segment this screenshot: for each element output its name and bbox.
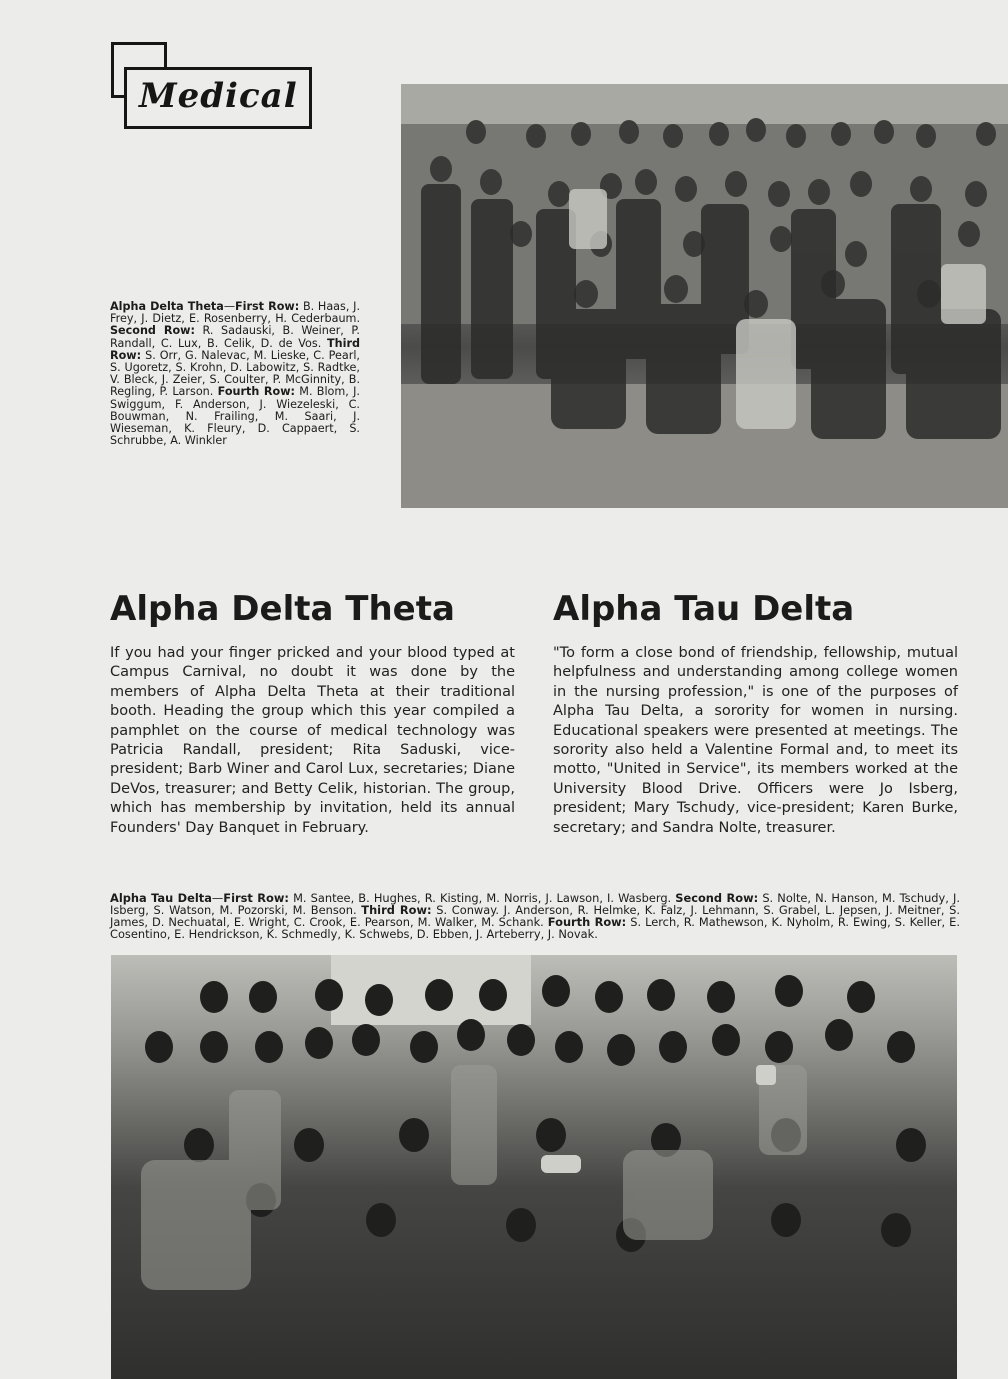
caption-row-label: Third Row: [110,336,360,362]
alpha-tau-delta-body: "To form a close bond of friendship, fellowship, mutual helpfulness and understanding among college women in the nursing profession," is one of the purposes of Alpha Tau Delta, a sorority for women in nursing. Educational speakers were presented at meetings. The sorority also held a Valentine Formal and, to meet its motto, "United in Service", its members worked at the University Blood Drive. Officers were Jo Isberg, president; Mary Tschudy, vice-president; Karen Burke, secretary; and Sandra Nolte, treasurer. [553,645,958,836]
alpha-delta-theta-photo-caption: Alpha Delta Theta—First Row: B. Haas, J. Frey, J. Dietz, E. Rosenberry, H. Cederbaum. Second Row: R. Sadauski, B. Weiner, P. Randall, C. Lux, B. Celik, D. de Vos. Third Row: S. Orr, G. Nalevac, M. Lieske, C. Pearl, S. Ugoretz, S. Krohn, D. Labowitz, S. Radtke, V. Bleck, J. Zeier, S. Coulter, P. McGinnity, B. Regling, P. Larson. Fourth Row: M. Blom, J. Swiggum, F. Anderson, J. Wiezeleski, C. Bouwman, N. Frailing, M. Saari, J. Wieseman, K. Fleury, D. Cappaert, S. Schrubbe, A. Winkler [110,300,360,448]
alpha-delta-theta-heading: Alpha Delta Theta [110,589,455,629]
caption-row-names: S. Conway. J. Anderson, R. Helmke, K. Falz, J. Lehmann, S. Grabel, L. Jepsen, J. Meitner, S. James, D. Nechuatal, E. Wright, C. Crook, E. Pearson, M. Walker, M. Schank. [110,903,961,930]
alpha-tau-delta-group-photo [111,955,957,1379]
caption-row-names: R. Sadauski, B. Weiner, P. Randall, C. Lux, B. Celik, D. de Vos. [110,324,360,350]
caption-row-label: Second Row: [675,891,759,905]
caption-row-label: First Row: [235,300,300,313]
caption-row-label: Second Row: [110,324,195,338]
caption-row-names: M. Santee, B. Hughes, R. Kisting, M. Norris, J. Lawson, I. Wasberg. [293,891,672,905]
caption-row-label: Fourth Row: [217,385,296,399]
caption-row-names: M. Blom, J. Swiggum, F. Anderson, J. Wiezeleski, C. Bouwman, N. Frailing, M. Saari, J. Wieseman, K. Fleury, D. Cappaert, S. Schrubbe, A. Winkler [110,385,360,448]
alpha-delta-theta-group-photo [401,84,1008,508]
alpha-delta-theta-body: If you had your finger pricked and your blood typed at Campus Carnival, no doubt it was done by the members of Alpha Delta Theta at their traditional booth. Heading the group which this year compiled a pamphlet on the course of medical technology was Patricia Randall, president; Rita Saduski, vice-president; Barb Winer and Carol Lux, secretaries; Diane DeVos, treasurer; and Betty Celik, historian. The group, which has membership by invitation, held its annual Founders' Day Banquet in February. [110,645,515,836]
caption-title: Alpha Delta Theta [110,300,224,313]
section-title: Medical [139,76,298,116]
alpha-tau-delta-photo-caption: Alpha Tau Delta—First Row: M. Santee, B. Hughes, R. Kisting, M. Norris, J. Lawson, I. Wasberg. Second Row: S. Nolte, N. Hanson, M. Tschudy, J. Isberg, S. Watson, M. Pozorski, M. Benson. Third Row: S. Conway. J. Anderson, R. Helmke, K. Falz, J. Lehmann, S. Grabel, L. Jepsen, J. Meitner, S. James, D. Nechuatal, E. Wright, C. Crook, E. Pearson, M. Walker, M. Schank. Fourth Row: S. Lerch, R. Mathewson, K. Nyholm, R. Ewing, S. Keller, E. Cosentino, E. Hendrickson, K. Schmedly, K. Schwebs, D. Ebben, J. Arteberry, J. Novak. [110,891,961,942]
alpha-tau-delta-heading: Alpha Tau Delta [553,589,855,629]
section-logo [111,42,309,130]
photo-scene [111,955,957,1379]
caption-row-label: First Row: [223,891,289,905]
caption-row-names: S. Lerch, R. Mathewson, K. Nyholm, R. Ewing, S. Keller, E. Cosentino, E. Hendrickson, K. Schmedly, K. Schwebs, D. Ebben, J. Arteberry, J. Novak. [110,915,960,942]
caption-row-names: B. Haas, J. Frey, J. Dietz, E. Rosenberry, H. Cederbaum. [110,300,360,326]
caption-row-names: S. Orr, G. Nalevac, M. Lieske, C. Pearl, S. Ugoretz, S. Krohn, D. Labowitz, S. Radtke, V. Bleck, J. Zeier, S. Coulter, P. McGinnity, B. Regling, P. Larson. [110,348,360,399]
caption-row-label: Fourth Row: [547,915,627,930]
caption-row-names: S. Nolte, N. Hanson, M. Tschudy, J. Isberg, S. Watson, M. Pozorski, M. Benson. [110,891,960,918]
caption-row-label: Third Row: [361,903,432,918]
caption-title: Alpha Tau Delta [110,891,212,905]
photo-scene [401,84,1008,508]
